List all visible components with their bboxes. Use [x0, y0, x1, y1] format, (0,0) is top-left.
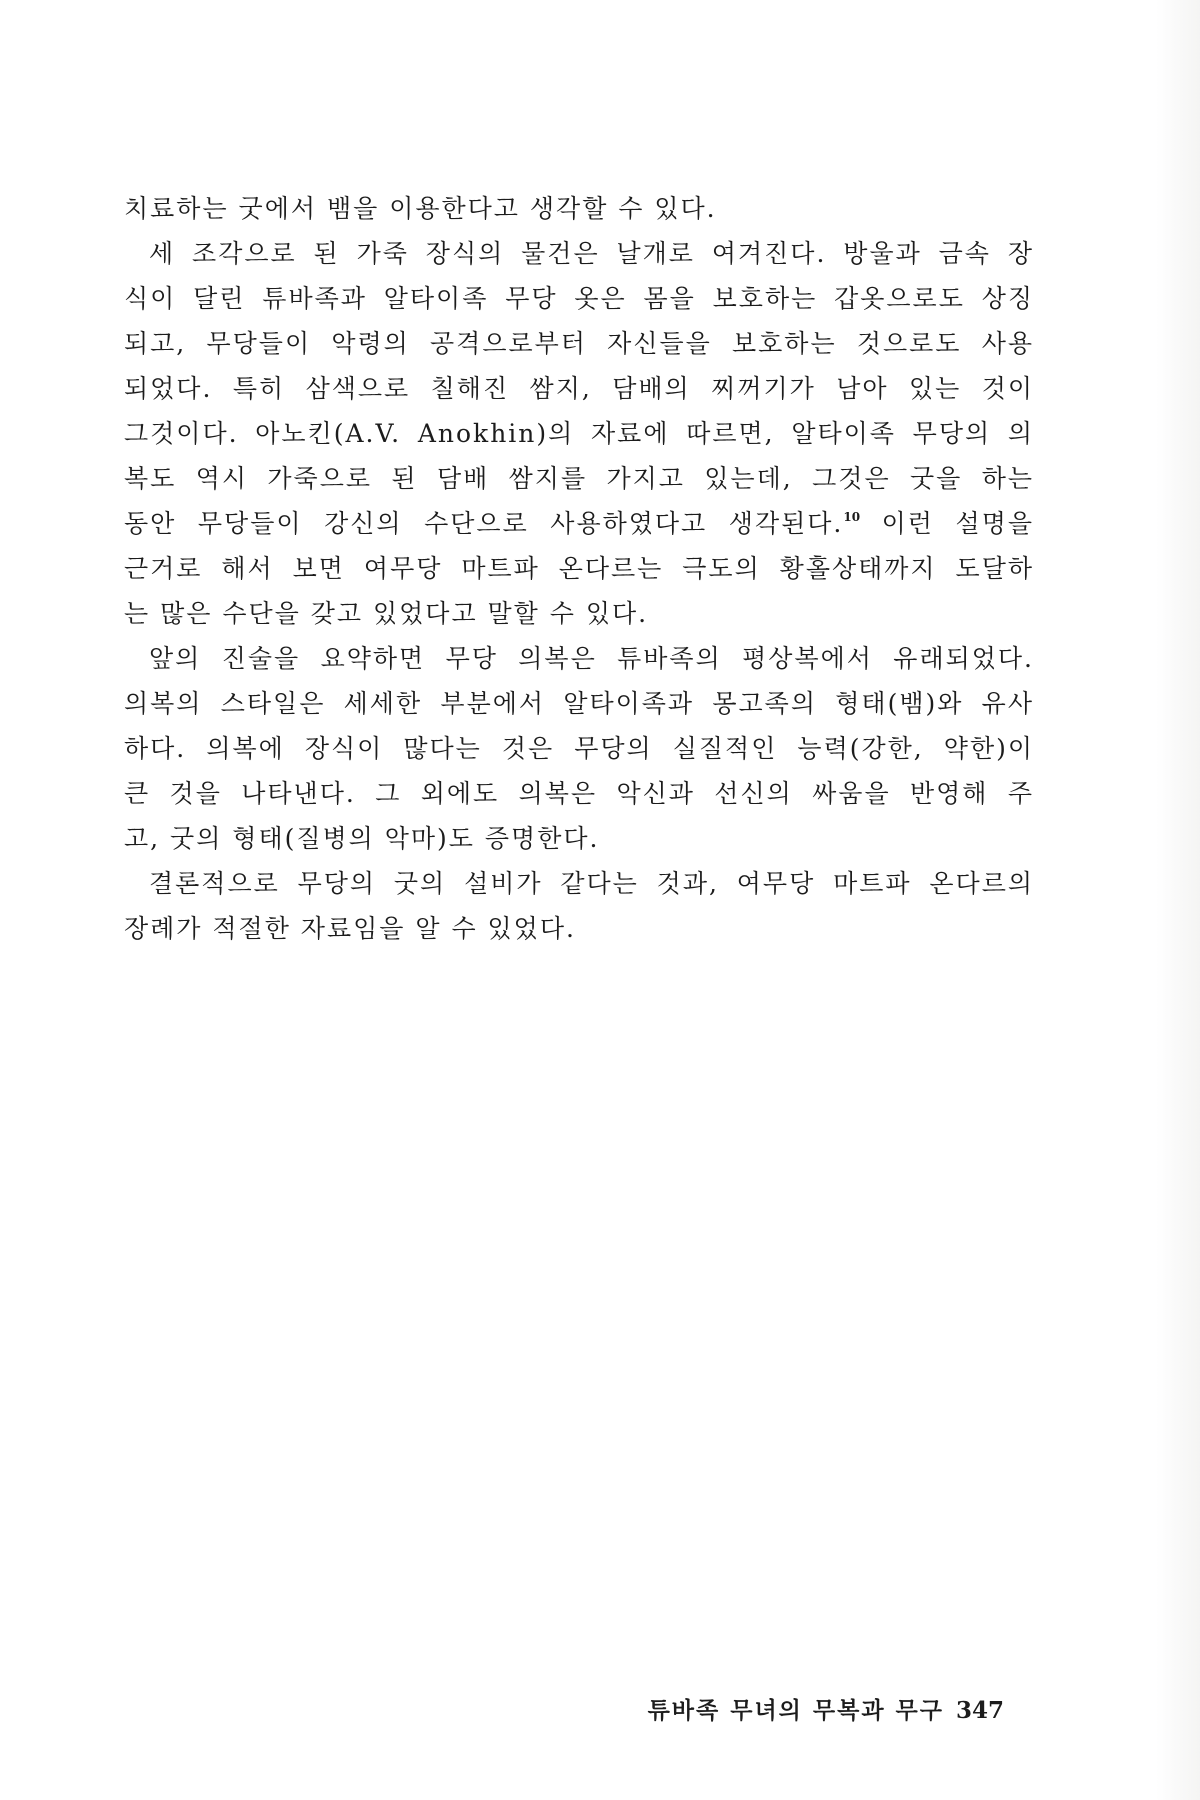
text-line: 하다. 의복에 장식이 많다는 것은 무당의 실질적인 능력(강한, 약한)이: [124, 734, 1034, 763]
page-edge-shadow: [1156, 0, 1200, 1800]
text-line: 장례가 적절한 자료임을 알 수 있었다.: [124, 914, 576, 943]
text-segment: 이런 설명을: [860, 509, 1034, 538]
text-line: 결론적으로 무당의 굿의 설비가 같다는 것과, 여무당 마트파 온다르의: [149, 869, 1034, 898]
text-line: 앞의 진술을 요약하면 무당 의복은 튜바족의 평상복에서 유래되었다.: [149, 644, 1034, 673]
text-line: 되고, 무당들이 악령의 공격으로부터 자신들을 보호하는 것으로도 사용: [124, 329, 1034, 358]
text-line: 는 많은 수단을 갖고 있었다고 말할 수 있다.: [124, 599, 649, 628]
text-line-with-footnote: [124, 501, 1034, 546]
text-line: 그것이다. 아노킨(A.V. Anokhin)의 자료에 따르면, 알타이족 무당의 의: [124, 419, 1034, 448]
page-footer: [648, 1692, 1004, 1725]
text-line: 세 조각으로 된 가죽 장식의 물건은 날개로 여겨진다. 방울과 금속 장: [149, 239, 1034, 268]
text-line: 식이 달린 튜바족과 알타이족 무당 옷은 몸을 보호하는 갑옷으로도 상징: [124, 284, 1034, 313]
body-text: [124, 186, 1034, 951]
running-title: 튜바족 무녀의 무복과 무구: [647, 1698, 944, 1724]
text-line: 치료하는 굿에서 뱀을 이용한다고 생각할 수 있다.: [124, 194, 717, 223]
text-line: 고, 굿의 형태(질병의 악마)도 증명한다.: [124, 824, 600, 853]
page-number: 347: [955, 1697, 1004, 1724]
footnote-marker: 10: [843, 510, 861, 524]
text-line: 근거로 해서 보면 여무당 마트파 온다르는 극도의 황홀상태까지 도달하: [124, 554, 1034, 583]
text-segment: 동안 무당들이 강신의 수단으로 사용하였다고 생각된다.: [124, 509, 844, 538]
text-line: 의복의 스타일은 세세한 부분에서 알타이족과 몽고족의 형태(뱀)와 유사: [124, 689, 1034, 718]
text-line: 복도 역시 가죽으로 된 담배 쌈지를 가지고 있는데, 그것은 굿을 하는: [124, 464, 1034, 493]
text-line: 되었다. 특히 삼색으로 칠해진 쌈지, 담배의 찌꺼기가 남아 있는 것이: [124, 374, 1034, 403]
text-line: 큰 것을 나타낸다. 그 외에도 의복은 악신과 선신의 싸움을 반영해 주: [124, 779, 1034, 808]
